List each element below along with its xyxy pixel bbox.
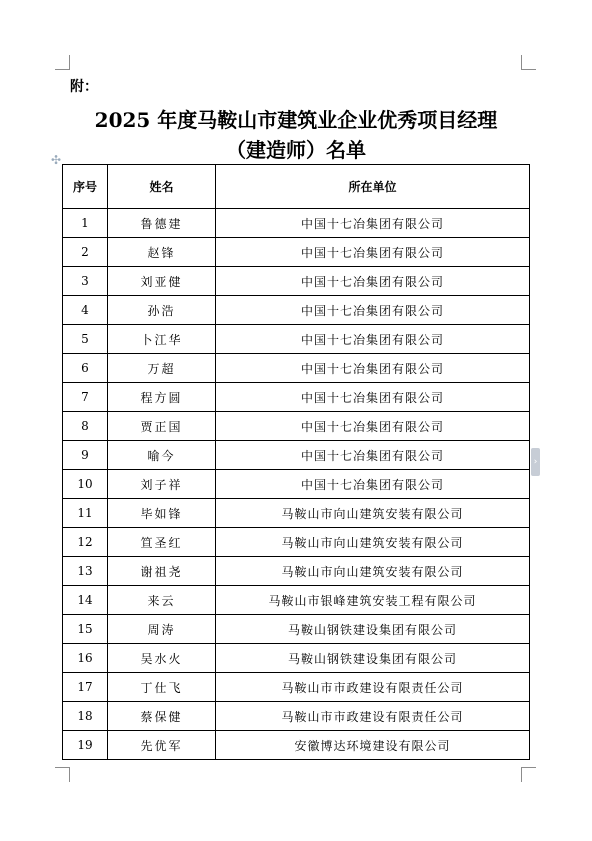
- person-name: 周涛: [108, 615, 216, 644]
- document-title-line1: 2025 年度马鞍山市建筑业企业优秀项目经理: [94, 108, 498, 132]
- table-row: [63, 383, 530, 412]
- header-unit: 所在单位: [216, 165, 530, 209]
- table-row: [63, 731, 530, 760]
- person-name: 先优军: [108, 731, 216, 760]
- table-row: [63, 586, 530, 615]
- company-name: 马鞍山钢铁建设集团有限公司: [216, 615, 530, 644]
- table-move-handle-icon[interactable]: ✣: [51, 153, 62, 167]
- person-name: 喻今: [108, 441, 216, 470]
- row-number: 2: [63, 238, 108, 267]
- person-name: 刘子祥: [108, 470, 216, 499]
- company-name: 马鞍山市向山建筑安装有限公司: [216, 557, 530, 586]
- table-row: [63, 470, 530, 499]
- person-name: 鲁德建: [108, 209, 216, 238]
- company-name: 中国十七冶集团有限公司: [216, 296, 530, 325]
- company-name: 马鞍山市市政建设有限责任公司: [216, 673, 530, 702]
- crop-mark-top-right: [521, 55, 536, 70]
- table-row: [63, 209, 530, 238]
- crop-mark-top-left: [55, 55, 70, 70]
- person-name: 谢祖尧: [108, 557, 216, 586]
- person-name: 丁仕飞: [108, 673, 216, 702]
- table-row: [63, 644, 530, 673]
- person-name: 吴水火: [108, 644, 216, 673]
- company-name: 中国十七冶集团有限公司: [216, 238, 530, 267]
- table-row: [63, 528, 530, 557]
- company-name: 马鞍山市向山建筑安装有限公司: [216, 528, 530, 557]
- person-name: 程方圆: [108, 383, 216, 412]
- person-name: 万超: [108, 354, 216, 383]
- row-number: 7: [63, 383, 108, 412]
- row-number: 4: [63, 296, 108, 325]
- header-number: 序号: [63, 165, 108, 209]
- company-name: 马鞍山市银峰建筑安装工程有限公司: [216, 586, 530, 615]
- table-row: [63, 296, 530, 325]
- person-name: 卜江华: [108, 325, 216, 354]
- table-row: [63, 499, 530, 528]
- table-row: [63, 441, 530, 470]
- row-number: 14: [63, 586, 108, 615]
- row-number: 9: [63, 441, 108, 470]
- row-number: 15: [63, 615, 108, 644]
- person-name: 毕如锋: [108, 499, 216, 528]
- expand-arrow-icon: ›: [533, 457, 538, 467]
- row-number: 18: [63, 702, 108, 731]
- table-row: [63, 267, 530, 296]
- person-name: 孙浩: [108, 296, 216, 325]
- table-body: [63, 209, 530, 760]
- roster-table: [62, 164, 530, 760]
- company-name: 中国十七冶集团有限公司: [216, 412, 530, 441]
- attachment-label: 附：: [70, 79, 98, 95]
- company-name: 马鞍山市向山建筑安装有限公司: [216, 499, 530, 528]
- table-row: [63, 673, 530, 702]
- document-title-line2: （建造师）名单: [226, 138, 366, 162]
- row-number: 11: [63, 499, 108, 528]
- row-number: 19: [63, 731, 108, 760]
- person-name: 蔡保健: [108, 702, 216, 731]
- header-name: 姓名: [108, 165, 216, 209]
- table-row: [63, 412, 530, 441]
- company-name: 中国十七冶集团有限公司: [216, 267, 530, 296]
- company-name: 马鞍山市市政建设有限责任公司: [216, 702, 530, 731]
- row-number: 13: [63, 557, 108, 586]
- table-row: [63, 557, 530, 586]
- person-name: 赵锋: [108, 238, 216, 267]
- row-number: 12: [63, 528, 108, 557]
- crop-mark-bottom-left: [55, 767, 70, 782]
- row-number: 3: [63, 267, 108, 296]
- company-name: 安徽博达环境建设有限公司: [216, 731, 530, 760]
- table-row: [63, 325, 530, 354]
- table-row: [63, 702, 530, 731]
- row-number: 6: [63, 354, 108, 383]
- row-number: 5: [63, 325, 108, 354]
- table-row: [63, 615, 530, 644]
- row-number: 1: [63, 209, 108, 238]
- company-name: 中国十七冶集团有限公司: [216, 325, 530, 354]
- person-name: 笪圣红: [108, 528, 216, 557]
- person-name: 来云: [108, 586, 216, 615]
- company-name: 中国十七冶集团有限公司: [216, 470, 530, 499]
- company-name: 中国十七冶集团有限公司: [216, 383, 530, 412]
- row-number: 17: [63, 673, 108, 702]
- row-number: 10: [63, 470, 108, 499]
- person-name: 刘亚健: [108, 267, 216, 296]
- company-name: 中国十七冶集团有限公司: [216, 209, 530, 238]
- row-number: 8: [63, 412, 108, 441]
- person-name: 贾正国: [108, 412, 216, 441]
- table-row: [63, 354, 530, 383]
- company-name: 马鞍山钢铁建设集团有限公司: [216, 644, 530, 673]
- company-name: 中国十七冶集团有限公司: [216, 354, 530, 383]
- company-name: 中国十七冶集团有限公司: [216, 441, 530, 470]
- table-header-row: [63, 165, 530, 209]
- crop-mark-bottom-right: [521, 767, 536, 782]
- row-number: 16: [63, 644, 108, 673]
- side-expand-tab[interactable]: [531, 448, 540, 476]
- table-row: [63, 238, 530, 267]
